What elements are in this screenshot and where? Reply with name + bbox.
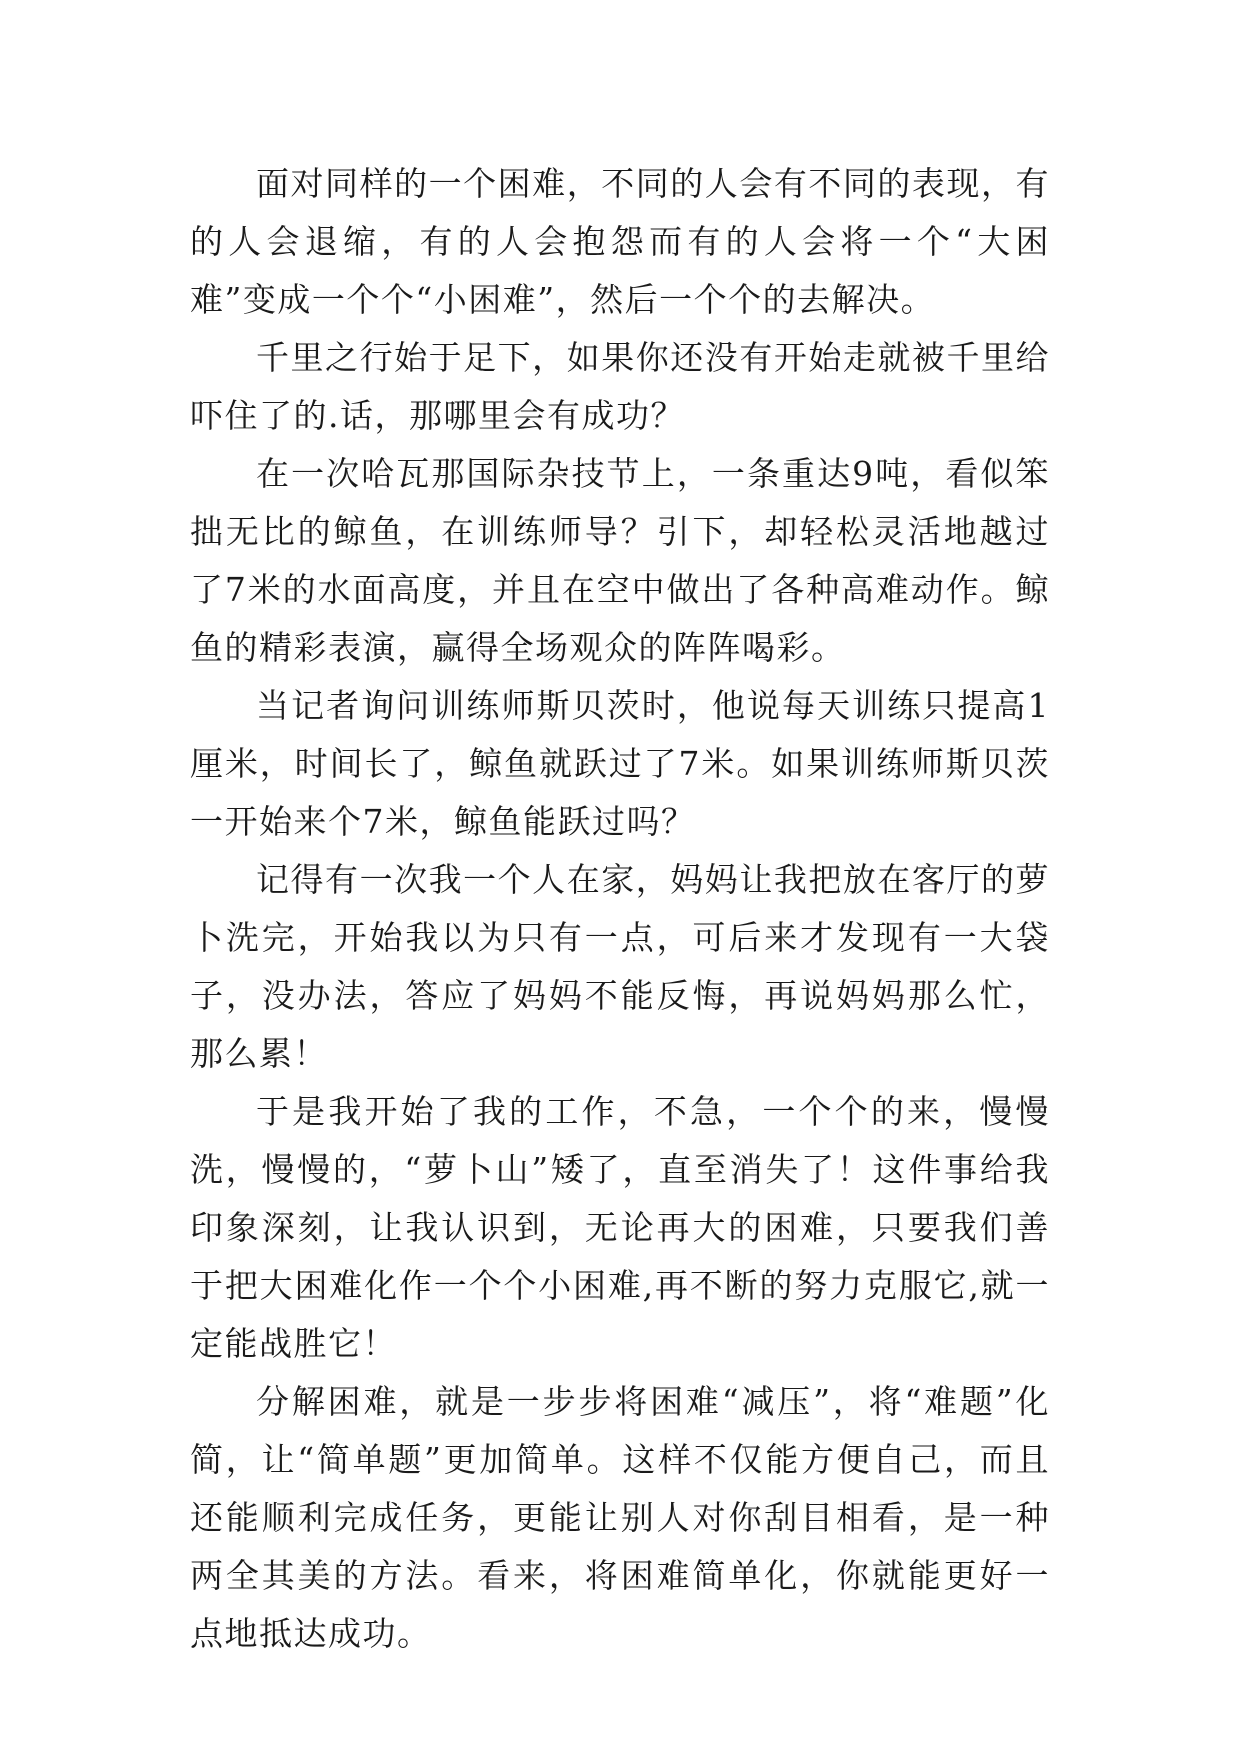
paragraph-1: 面对同样的一个困难，不同的人会有不同的表现，有的人会退缩，有的人会抱怨而有的人会将一个“大困难”变成一个个“小困难”，然后一个个的去解决。: [190, 164, 1050, 319]
paragraph-7: 分解困难，就是一步步将困难“减压”，将“难题”化简，让“简单题”更加简单。这样不仅能方便自己，而且还能顺利完成任务，更能让别人对你刮目相看，是一种两全其美的方法。看来，将困难简单化，你就能更好一点地抵达成功。: [190, 1382, 1050, 1653]
essay-body: [190, 155, 1050, 1663]
paragraph-5: 记得有一次我一个人在家，妈妈让我把放在客厅的萝卜洗完，开始我以为只有一点，可后来才发现有一大袋子，没办法，答应了妈妈不能反悔，再说妈妈那么忙，那么累！: [190, 860, 1050, 1073]
paragraph-3: 在一次哈瓦那国际杂技节上，一条重达9吨，看似笨拙无比的鲸鱼，在训练师导？引下，却轻松灵活地越过了7米的水面高度，并且在空中做出了各种高难动作。鲸鱼的精彩表演，赢得全场观众的阵阵喝彩。: [190, 454, 1050, 667]
paragraph-4: 当记者询问训练师斯贝茨时，他说每天训练只提高1厘米，时间长了，鲸鱼就跃过了7米。如果训练师斯贝茨一开始来个7米，鲸鱼能跃过吗？: [190, 686, 1050, 841]
paragraph-2: 千里之行始于足下，如果你还没有开始走就被千里给吓住了的.话，那哪里会有成功？: [190, 338, 1050, 435]
paragraph-6: 于是我开始了我的工作，不急，一个个的来，慢慢洗，慢慢的，“萝卜山”矮了，直至消失了！这件事给我印象深刻，让我认识到，无论再大的困难，只要我们善于把大困难化作一个个小困难,再不断的努力克服它,就一定能战胜它！: [190, 1092, 1050, 1363]
